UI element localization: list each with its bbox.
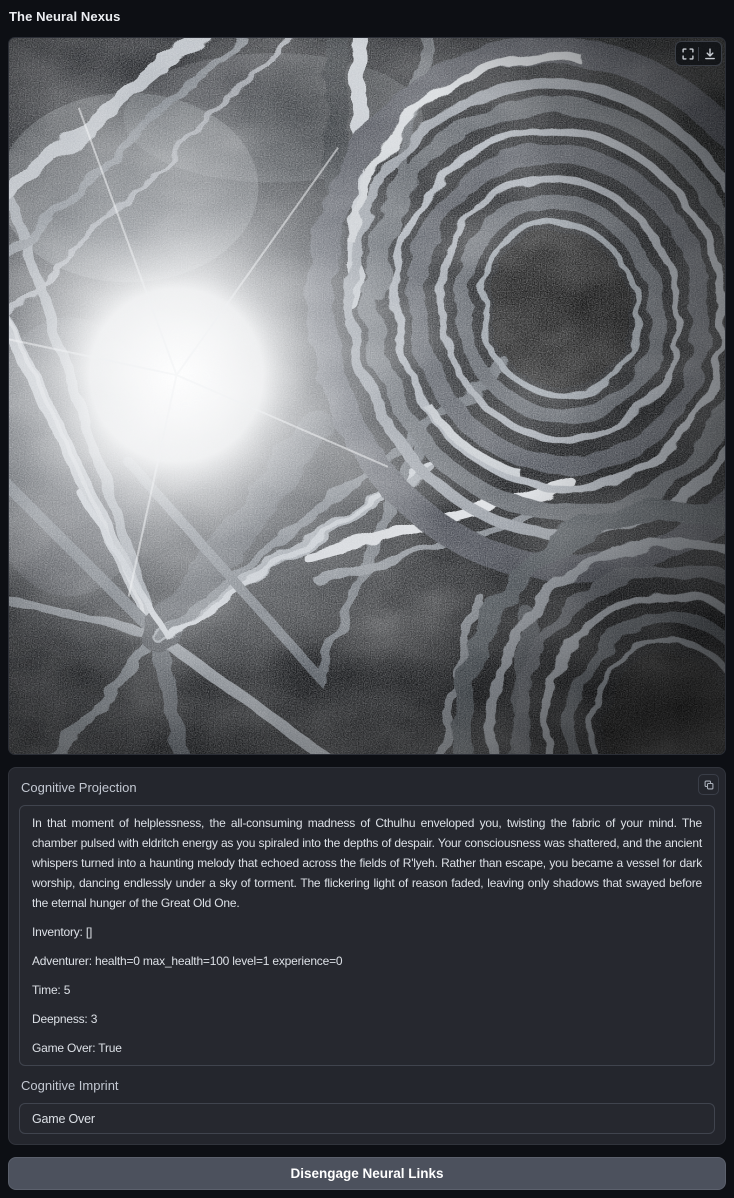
game-over-line: Game Over: True <box>32 1041 122 1055</box>
fullscreen-button[interactable] <box>677 43 698 64</box>
deepness-line: Deepness: 3 <box>32 1012 98 1026</box>
disengage-button[interactable]: Disengage Neural Links <box>8 1157 726 1190</box>
inventory-line: Inventory: [] <box>32 925 93 939</box>
download-icon <box>703 47 717 61</box>
projection-textbox[interactable] <box>19 805 715 1066</box>
page-title: The Neural Nexus <box>9 9 121 24</box>
imprint-textbox[interactable] <box>19 1103 715 1134</box>
form-panel <box>8 767 726 1145</box>
download-button[interactable] <box>699 43 720 64</box>
time-line: Time: 5 <box>32 983 71 997</box>
projection-label: Cognitive Projection <box>21 780 137 795</box>
copy-icon <box>703 779 715 791</box>
projection-label-row <box>19 778 715 805</box>
imprint-value: Game Over <box>32 1112 95 1126</box>
story-text: In that moment of helplessness, the all-consuming madness of Cthulhu enveloped you, twisting the fabric of your mind. The chamber pulsed with eldritch energy as you spiraled into the depths of despair. Your consciousness was shattered, and the ancient whispers turned into a haunting melody that echoed across the fields of R'lyeh. Rather than escape, you became a vessel for dark worship, dancing endlessly under a sky of torment. The flickering light of reason faded, leaving only shadows that swayed before the eternal hunger of the Great Old One. <box>32 816 702 910</box>
image-toolbar <box>675 41 722 66</box>
artwork-image <box>9 38 725 754</box>
artwork-viewer[interactable] <box>8 37 726 755</box>
fullscreen-icon <box>681 47 695 61</box>
copy-button[interactable] <box>698 774 719 795</box>
imprint-label: Cognitive Imprint <box>21 1078 119 1093</box>
adventurer-line: Adventurer: health=0 max_health=100 level=1 experience=0 <box>32 954 343 968</box>
